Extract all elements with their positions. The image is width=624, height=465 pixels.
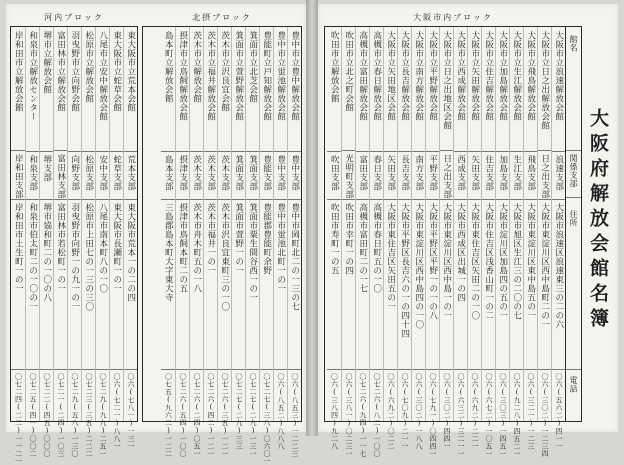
row-address: 高槻市春日町五の一〇 <box>371 203 382 294</box>
row-address: 箕面市萱野一の一 <box>233 203 244 276</box>
hokusetsu-block-heading: 北摂ブロック <box>192 13 252 22</box>
row-tel: 〇六(七二一)八八一 <box>113 373 121 451</box>
row-name: 大阪市立浪速解放会館 <box>553 31 564 121</box>
row-address: 東大阪市荒本一の二の四 <box>125 203 136 303</box>
header-tel: 電話 <box>569 376 578 394</box>
row-name: 大阪市立日之出地区会館 <box>441 31 452 130</box>
table-row <box>25 27 39 458</box>
row-tel: 〇七二六(四二)一二一 <box>207 373 215 458</box>
row-address: 豊中市蛍池北町一の一 <box>275 203 286 294</box>
table-row <box>537 27 551 458</box>
row-tel: 〇七二六(二四)〇五一 <box>193 373 201 458</box>
row-tel: 〇七五(九六二)一二二 <box>164 373 173 458</box>
table-row <box>39 27 53 458</box>
row-address: 茨木市舟木町五の一八 <box>191 203 202 294</box>
row-branch: 箕面支部 <box>233 154 244 191</box>
table-row <box>509 27 523 458</box>
row-tel: 〇七二四(二二)一一二一 <box>14 373 23 465</box>
row-address: 摂津市鳥飼本町二の五 <box>177 203 188 294</box>
row-branch: 生江支部 <box>511 154 522 191</box>
table-row <box>453 27 467 458</box>
row-address: 大阪市西成区出城一の四 <box>455 203 466 303</box>
row-name: 大阪市立生江解放会館 <box>511 31 522 121</box>
row-tel: 〇六(七八一)一三一 <box>127 373 135 451</box>
header-address: 住所 <box>569 209 578 227</box>
row-name: 豊中市立蛍池解放会館 <box>275 31 286 121</box>
table-row <box>81 27 95 458</box>
row-name: 東大阪市立蛇草会館 <box>111 31 122 112</box>
row-tel: 〇六(六三二)三二一一 <box>457 373 465 458</box>
table-row <box>551 27 565 451</box>
row-branch: 富田林支部 <box>55 154 66 200</box>
row-tel: 〇六(六七二)一〇五一 <box>485 373 493 458</box>
row-name: 茨木市立福井解放会館 <box>205 31 216 121</box>
row-name: 茨木市立解放会館 <box>191 31 202 103</box>
row-name: 茨木市立沢良宜会館 <box>219 31 230 112</box>
table-row <box>369 27 383 458</box>
row-address: 大阪市平野区平野一の一の八 <box>427 203 438 321</box>
row-tel: 〇七二三(三五)二二二 <box>85 373 93 458</box>
row-branch: 茨木支部 <box>191 154 202 191</box>
row-address: 高槻市富田町二の一七 <box>357 203 368 294</box>
row-branch: 日之出支部 <box>539 154 550 200</box>
table-row <box>355 27 369 458</box>
row-tel: 〇六(五六二)四一一 <box>555 373 563 451</box>
row-name: 羽曳野市立向野会館 <box>69 31 80 112</box>
row-name: 八尾市立安中解放会館 <box>97 31 108 121</box>
row-address: 大阪市東淀川区西中島一の一 <box>441 203 452 321</box>
row-tel: 〇六(三二一)一二三 <box>527 373 535 451</box>
row-branch: 浪速支部 <box>553 154 564 191</box>
row-branch: 加島支部 <box>497 154 508 191</box>
row-name: 島本町立解放会館 <box>163 31 174 103</box>
table-row <box>123 27 137 451</box>
kawachi-block <box>10 13 138 465</box>
row-address: 大阪市淀川区加島四の五の一 <box>497 203 508 321</box>
table-row <box>95 27 109 458</box>
row-tel: 〇六(三〇二)四四一 <box>443 373 451 450</box>
row-tel: 〇六(八五三)一二二三 <box>291 373 299 458</box>
table-row <box>273 27 287 451</box>
row-tel: 〇七二九(五八)一三〇 <box>71 373 79 458</box>
row-branch: 富田支部 <box>357 154 368 191</box>
row-branch: 蛇草支部 <box>111 154 122 191</box>
book-gutter <box>306 0 318 436</box>
row-address: 豊中市岡町北二の一三の七 <box>289 203 300 312</box>
row-branch: 荒本支部 <box>125 154 136 191</box>
row-branch: 矢田支部 <box>469 154 480 191</box>
table-row <box>259 27 273 465</box>
row-address: 三島郡島本町大字東大寺 <box>163 203 174 303</box>
row-address: 岸和田市土生町一の一 <box>13 203 24 294</box>
row-name: 大阪市立加島解放会館 <box>497 31 508 121</box>
row-tel: 〇六(六九二)〇二二 <box>387 373 395 451</box>
row-name: 東大阪市立荒本会館 <box>125 31 136 112</box>
header-name: 館名 <box>569 35 578 52</box>
row-branch: 吹田支部 <box>329 154 340 191</box>
row-tel: 〇六(八五二)八八八 <box>277 373 285 451</box>
table-row <box>67 27 81 458</box>
kawachi-block-heading: 河内ブロック <box>44 13 104 22</box>
row-branch: 向野支部 <box>69 154 80 191</box>
row-name: 箕面市立萱野解放会館 <box>233 31 244 121</box>
row-branch: 松原支部 <box>83 154 94 191</box>
row-name: 高槻市立春日解放会館 <box>371 31 382 121</box>
row-tel: 〇七二七(二九)三三 <box>235 373 243 451</box>
left-page <box>6 4 306 465</box>
header-column <box>565 27 581 421</box>
row-tel: 〇六(三〇二)一八八 <box>415 373 423 451</box>
row-tel: 〇七二六(五四)一〇〇 <box>179 373 187 458</box>
right-page <box>318 4 618 458</box>
row-address: 富田林市若松町一の一 <box>55 203 66 294</box>
row-address: 茨木市沢良宜東町三の一〇 <box>219 203 230 312</box>
row-tel: 〇七二七(三八)〇六〇一 <box>263 373 271 465</box>
row-address: 八尾市南本町八の一〇 <box>97 203 108 294</box>
row-name: 大阪市立矢田解放会館 <box>469 31 480 121</box>
row-address: 豊能郡豊能町余野 <box>261 203 272 276</box>
row-tel: 〇七二五(四一)〇〇二 <box>29 373 37 458</box>
row-tel: 〇六(三〇二)一二三四 <box>541 373 549 458</box>
row-address: 大阪市東住吉区矢田五の一 <box>385 203 396 312</box>
row-tel: 〇七二二(四五)〇〇〇 <box>43 373 51 458</box>
row-name: 吹田市立北之町会館 <box>343 31 354 112</box>
table-row <box>109 27 123 451</box>
row-address: 東大阪市長瀬町一の一 <box>111 203 122 294</box>
row-branch: 岸和田支部 <box>13 154 24 200</box>
row-address: 茨木市福井一の一 <box>205 203 216 276</box>
row-address: 吹田市寿町一の五 <box>329 203 340 276</box>
row-branch: 安中支部 <box>97 154 108 191</box>
table-row <box>495 27 509 458</box>
row-name: 吹田市立解放会館 <box>329 31 340 103</box>
row-branch: 茨木支部 <box>205 154 216 191</box>
row-name: 箕面市立北芝会館 <box>247 31 258 103</box>
table-row <box>439 27 453 450</box>
row-address: 堺市協和町二の一〇の八 <box>41 203 52 303</box>
row-name: 松原市立解放会館 <box>83 31 94 103</box>
row-address: 大阪市旭区生江三の二〇の七 <box>511 203 522 321</box>
row-branch: 住吉支部 <box>483 154 494 191</box>
table-row <box>523 27 537 451</box>
row-branch: 飛鳥支部 <box>525 154 536 191</box>
row-address: 羽曳野市向野一の九一の一 <box>69 203 80 312</box>
table-row <box>175 27 189 458</box>
row-branch: 矢田支部 <box>385 154 396 191</box>
row-tel: 〇七二九(九九)二五一 <box>99 373 107 458</box>
table-row <box>189 27 203 458</box>
row-branch: 豊中支部 <box>275 154 286 191</box>
row-branch: 摂津支部 <box>177 154 188 191</box>
row-address: 大阪市東淀川区東中島五の一 <box>525 203 536 321</box>
row-tel: 〇七二七(二九)一三一 <box>249 373 257 458</box>
row-name: 高槻市立富田解放会館 <box>357 31 368 121</box>
row-name: 大阪市立日之出解放会館 <box>539 31 550 130</box>
row-address: 大阪市東淀川区西中島町二の一 <box>539 203 550 330</box>
table-row <box>53 27 67 458</box>
row-branch: 和泉支部 <box>27 154 38 191</box>
table-row <box>11 27 25 465</box>
row-name: 大阪市立長吉解放会館 <box>399 31 410 121</box>
row-name: 岸和田市立解放会館 <box>13 31 24 112</box>
row-tel: 〇六(三八一)〇二三一 <box>345 373 353 458</box>
table-row <box>287 27 301 458</box>
row-name: 大阪市立矢田地区会館 <box>385 31 396 121</box>
row-name: 富田林市立解放会館 <box>55 31 66 112</box>
row-name: 豊能町立戸知解放会館 <box>261 31 272 121</box>
row-branch: 豊能支部 <box>261 154 272 191</box>
row-branch: 長吉支部 <box>399 154 410 191</box>
row-tel: 〇六(三〇三)一四五一 <box>499 373 507 458</box>
hokusetsu-block <box>142 13 302 465</box>
table-row <box>327 27 341 451</box>
header-branch: 関係支部 <box>569 154 578 189</box>
row-address: 大阪市平野区長吉六の一の四十四 <box>399 203 410 339</box>
row-branch: 島本支部 <box>163 154 174 191</box>
table-row <box>203 27 217 458</box>
table-row <box>425 27 439 458</box>
row-name: 大阪市立西成解放会館 <box>455 31 466 121</box>
row-branch: 日之出支部 <box>441 154 452 200</box>
row-tel: 〇七二一(二四)一〇三 <box>57 373 65 458</box>
table-row <box>481 27 495 458</box>
row-branch: 春日支部 <box>371 154 382 191</box>
row-name: 摂津市立鳥飼解放会館 <box>177 31 188 121</box>
row-address: 大阪市東淀川区西中島四の一〇 <box>413 203 424 330</box>
row-tel: 〇六(七九一)〇四四一 <box>429 373 437 458</box>
table-row <box>467 27 481 451</box>
row-branch: 南方支部 <box>413 154 424 191</box>
row-branch: 西成支部 <box>455 154 466 191</box>
row-tel: 〇七二六(八二)一〇〇 <box>373 373 381 458</box>
row-address: 和泉市伯太町二の一〇の一 <box>27 203 38 312</box>
row-tel: 〇六(六九二)二二一 <box>471 373 479 451</box>
row-name: 大阪市立住吉解放会館 <box>483 31 494 121</box>
row-address: 松原市上田七の一三の三〇 <box>83 203 94 312</box>
row-name: 大阪市立南方解放会館 <box>413 31 424 121</box>
table-row <box>161 27 175 458</box>
row-branch: 平野支部 <box>427 154 438 191</box>
row-address: 大阪市住吉区浅香山町一の二 <box>483 203 494 321</box>
row-address: 大阪市東住吉区矢田二の一〇 <box>469 203 480 321</box>
row-tel: 〇七二六(九四)一一七 <box>359 373 367 458</box>
row-tel: 〇六(七〇九)二一一 <box>401 373 409 451</box>
osaka-city-block-heading: 大阪市内ブロック <box>413 13 493 22</box>
row-branch: 豊中支部 <box>289 154 300 191</box>
osaka-city-block <box>324 13 582 458</box>
row-name: 大阪市立飛鳥解放会館 <box>525 31 536 121</box>
row-name: 堺市立解放会館 <box>41 31 52 94</box>
row-tel: 〇七二六(三五)一二一 <box>221 373 229 458</box>
row-name: 和泉市立解放センター <box>27 31 38 121</box>
row-address: 吹田市幸町一の四 <box>343 203 354 276</box>
row-address: 大阪市浪速区浪速東三の二の六 <box>553 203 564 330</box>
row-branch: 堺支部 <box>41 154 52 182</box>
row-tel: 〇六(三八四)九二八 <box>330 373 339 451</box>
table-row <box>397 27 411 451</box>
row-tel: 〇六(九二八)四五二一 <box>513 373 521 458</box>
table-row <box>245 27 259 458</box>
row-address: 箕面市粟生間谷西一の一 <box>247 203 258 303</box>
row-branch: 茨木支部 <box>219 154 230 191</box>
table-row <box>341 27 355 458</box>
table-row <box>411 27 425 451</box>
row-name: 大阪市立平野解放会館 <box>427 31 438 121</box>
row-branch: 光明町支部 <box>343 154 354 200</box>
row-branch: 箕面支部 <box>247 154 258 191</box>
table-row <box>383 27 397 451</box>
row-name: 豊中市立豊中解放会館 <box>289 31 300 121</box>
table-row <box>217 27 231 458</box>
table-row <box>231 27 245 451</box>
document-title: 大阪府解放会館名簿 <box>587 108 609 333</box>
